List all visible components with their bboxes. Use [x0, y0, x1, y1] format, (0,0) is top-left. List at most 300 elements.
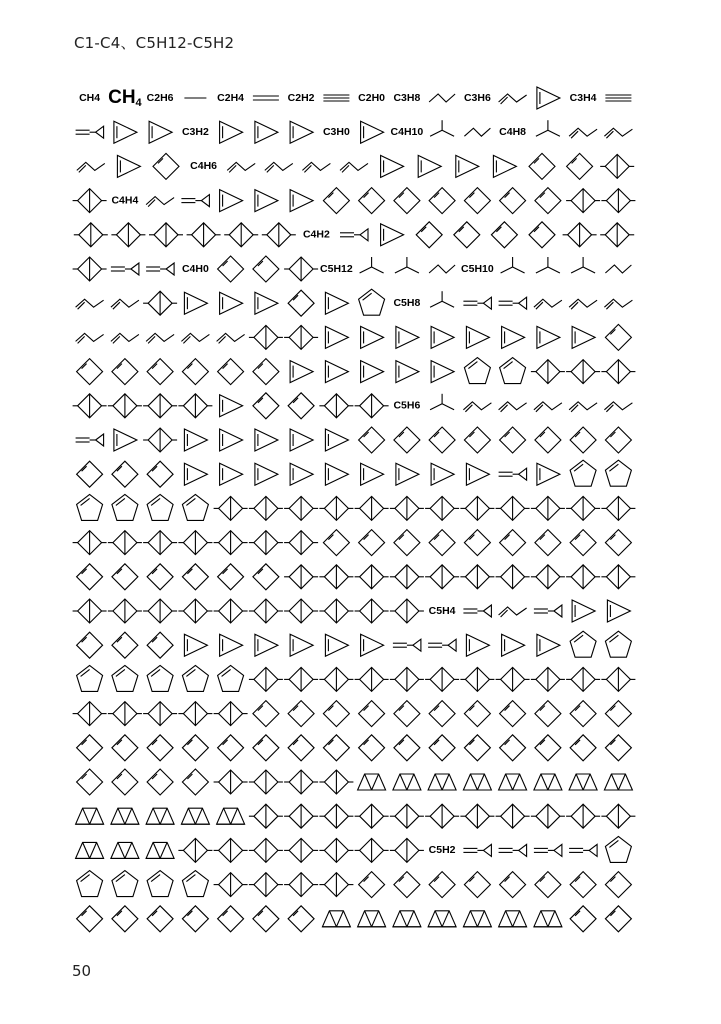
structure-tri [290, 121, 313, 143]
structure-prism [181, 808, 209, 824]
structure-zigd [302, 162, 330, 172]
structure-sq [112, 769, 138, 795]
structure-bicyc [319, 804, 353, 828]
structure-sq [77, 359, 103, 385]
formula-text: C2H0 [358, 91, 386, 104]
structure-sq [77, 906, 103, 932]
structure-bicyc [111, 223, 145, 247]
structure-sq [570, 427, 596, 453]
structure-zigd [604, 402, 632, 412]
structure-bicyc [601, 360, 635, 384]
formula-label [182, 263, 209, 275]
structure-prism [534, 774, 562, 790]
structure-tri [361, 361, 384, 383]
structure-sq [218, 906, 244, 932]
structure-yne [76, 126, 104, 138]
structure-tri [456, 155, 479, 177]
structure-tri [220, 121, 243, 143]
structure-prism [499, 911, 527, 927]
structure-sq [112, 735, 138, 761]
structure-sq [218, 564, 244, 590]
structure-sq [535, 427, 561, 453]
structure-tri [381, 224, 404, 246]
structure-sq [218, 256, 244, 282]
structure-sq [323, 701, 349, 727]
structure-sq [570, 701, 596, 727]
structure-sq [218, 735, 244, 761]
structure-tri [220, 190, 243, 212]
structure-sq [500, 701, 526, 727]
structure-bicyc [143, 428, 177, 452]
formula-text: C3H6 [463, 91, 491, 104]
structure-bicyc [319, 873, 353, 897]
formula-label [358, 92, 385, 104]
structure-bicyc [249, 804, 283, 828]
formula-text: C2H4 [217, 91, 245, 104]
structure-tri [537, 87, 560, 109]
structure-tri [114, 429, 137, 451]
structure-pent [359, 289, 385, 315]
structure-sq [323, 188, 349, 214]
formula-text: C5H12 [320, 262, 353, 275]
structure-prism [146, 808, 174, 824]
structure-bicyc [284, 873, 318, 897]
structure-zigd [76, 333, 104, 343]
structure-zigd [569, 402, 597, 412]
structure-tri [290, 190, 313, 212]
page-number: 50 [72, 962, 92, 980]
structure-tri [502, 326, 525, 348]
structure-sq [429, 427, 455, 453]
structure-tri [607, 600, 630, 622]
structure-pent [112, 494, 138, 520]
structure-bicyc [249, 531, 283, 555]
structure-bicyc [143, 599, 177, 623]
structure-bicyc [390, 496, 424, 520]
structure-bicyc [496, 565, 530, 589]
structure-sq [288, 906, 314, 932]
page-header: C1-C4、C5H12-C5H2 [74, 34, 235, 52]
structure-zigd [146, 197, 174, 207]
structure-bicyc [149, 223, 183, 247]
structure-bicyc [355, 565, 389, 589]
structure-prism [463, 911, 491, 927]
structure-yne [534, 605, 562, 617]
structure-sq [394, 701, 420, 727]
structure-branch [430, 394, 454, 410]
structure-sq [253, 906, 279, 932]
structure-tri [325, 361, 348, 383]
structure-branch [360, 257, 384, 273]
structure-prism [499, 774, 527, 790]
structure-tri [396, 463, 419, 485]
structure-bicyc [249, 770, 283, 794]
structure-sq [182, 769, 208, 795]
structure-prism [358, 774, 386, 790]
structure-tri [572, 600, 595, 622]
formula-text: C4H10 [390, 125, 424, 138]
structure-tri [255, 292, 278, 314]
structure-bicyc [143, 531, 177, 555]
structure-bicyc [566, 667, 600, 691]
structure-yne [499, 844, 527, 856]
structure-pent [182, 871, 208, 897]
formula-label [190, 160, 217, 172]
structure-bicyc [531, 496, 565, 520]
structure-bicyc [566, 189, 600, 213]
formula-label [79, 92, 100, 104]
structure-pent [77, 871, 103, 897]
structure-pent [570, 631, 596, 657]
structure-sq [605, 701, 631, 727]
structure-branch [430, 120, 454, 136]
structure-zigd [534, 299, 562, 309]
structure-zigd [217, 333, 245, 343]
structure-zigd [76, 299, 104, 309]
structure-prism [428, 911, 456, 927]
structure-sq [182, 564, 208, 590]
structure-sq [323, 530, 349, 556]
structure-bicyc [355, 804, 389, 828]
structure-sq [500, 530, 526, 556]
structure-pent [182, 494, 208, 520]
structure-yne [463, 605, 491, 617]
structure-sq [288, 290, 314, 316]
structure-bicyc [214, 770, 248, 794]
structure-bicyc [284, 770, 318, 794]
structure-prism [393, 774, 421, 790]
formula-label [393, 92, 420, 104]
structure-tri [418, 155, 441, 177]
structure-tri [502, 634, 525, 656]
structure-zigd [463, 402, 491, 412]
formula-text: C5H4 [428, 604, 456, 617]
structure-prism [76, 842, 104, 858]
structure-bicyc [390, 599, 424, 623]
structure-pent [147, 871, 173, 897]
structure-branch [536, 257, 560, 273]
structure-zigd [181, 333, 209, 343]
structure-bicyc [355, 599, 389, 623]
structure-bicyc [531, 667, 565, 691]
structure-bicyc [178, 531, 212, 555]
structure-tri [361, 634, 384, 656]
structure-tri [290, 463, 313, 485]
structure-bicyc [178, 394, 212, 418]
structure-bicyc [73, 257, 107, 281]
structure-tri [537, 463, 560, 485]
formula-text: C2H6 [146, 91, 174, 104]
structure-branch [430, 291, 454, 307]
structure-sq [605, 872, 631, 898]
structure-sq [570, 872, 596, 898]
formula-text: C3H8 [393, 91, 421, 104]
structure-prism [111, 842, 139, 858]
structure-sq [147, 461, 173, 487]
structure-yne [340, 229, 368, 241]
structure-bicyc [355, 667, 389, 691]
structure-sq [605, 906, 631, 932]
structure-sq [394, 427, 420, 453]
structure-pent [182, 665, 208, 691]
structure-tri [117, 155, 140, 177]
structure-sq [112, 906, 138, 932]
structure-sq [253, 701, 279, 727]
structure-sq [182, 735, 208, 761]
structure-sq [535, 735, 561, 761]
formula-text: C5H10 [461, 262, 494, 275]
structure-tri [396, 361, 419, 383]
structure-bicyc [214, 496, 248, 520]
structure-tri [255, 121, 278, 143]
structure-tri [255, 190, 278, 212]
structure-zig [464, 128, 490, 136]
structure-bicyc [566, 565, 600, 589]
structure-bicyc [284, 496, 318, 520]
structure-zigd [499, 402, 527, 412]
structure-bicyc [496, 804, 530, 828]
formula-label [464, 92, 491, 104]
formula-text: C3H4 [569, 91, 597, 104]
structure-tri [466, 326, 489, 348]
structure-sq [147, 769, 173, 795]
structure-sq [359, 735, 385, 761]
structure-prism [569, 774, 597, 790]
structure-sq [429, 872, 455, 898]
structure-bicyc [108, 531, 142, 555]
formula-label [429, 844, 456, 856]
structure-sq [147, 632, 173, 658]
structure-zigd [499, 94, 527, 104]
structure-bicyc [531, 804, 565, 828]
structure-bicyc [284, 565, 318, 589]
structure-sq [147, 906, 173, 932]
structure-tri [325, 463, 348, 485]
formula-text: C4H8 [499, 125, 527, 138]
structure-sq [500, 735, 526, 761]
structure-sq [182, 359, 208, 385]
structure-bicyc [108, 599, 142, 623]
formula-label [570, 92, 597, 104]
structure-sq [359, 530, 385, 556]
structure-sq [112, 461, 138, 487]
structure-bicyc [566, 360, 600, 384]
structure-bicyc [496, 496, 530, 520]
structure-bicyc [178, 838, 212, 862]
structure-sq [77, 735, 103, 761]
formula-label [217, 92, 244, 104]
structure-tri [255, 429, 278, 451]
formula-text: C4H2 [302, 228, 330, 241]
structure-sq [464, 188, 490, 214]
structure-bicyc [249, 599, 283, 623]
structure-sq [535, 701, 561, 727]
formula-text: C3H0 [322, 125, 350, 138]
structure-sq [394, 872, 420, 898]
formula-text: C2H2 [287, 91, 315, 104]
structure-dline [253, 96, 279, 100]
structure-prism [604, 774, 632, 790]
structure-sq [218, 359, 244, 385]
structure-bicyc [108, 702, 142, 726]
structure-zigd [499, 607, 527, 617]
structure-bicyc [355, 838, 389, 862]
formula-label [499, 126, 526, 138]
structure-sq [394, 530, 420, 556]
structure-branch [395, 257, 419, 273]
structure-tri [431, 463, 454, 485]
structure-tri [325, 634, 348, 656]
structure-bicyc [249, 325, 283, 349]
structure-bicyc [425, 496, 459, 520]
structure-tri [361, 121, 384, 143]
structure-sq [153, 153, 179, 179]
structure-bicyc [73, 189, 107, 213]
structure-sq [288, 735, 314, 761]
structure-tri [184, 634, 207, 656]
structure-prism [111, 808, 139, 824]
structure-pent [147, 665, 173, 691]
structure-zigd [534, 402, 562, 412]
formula-text: C4H0 [181, 262, 209, 275]
structure-tri [361, 326, 384, 348]
structure-bicyc [390, 838, 424, 862]
structure-pent [77, 665, 103, 691]
structure-tri [220, 634, 243, 656]
structure-sq [535, 530, 561, 556]
structure-bicyc [214, 838, 248, 862]
structure-sq [253, 564, 279, 590]
structure-sq [535, 872, 561, 898]
structure-tri [255, 463, 278, 485]
structure-tri [114, 121, 137, 143]
structure-sq [288, 393, 314, 419]
structure-bicyc [73, 394, 107, 418]
structure-tri [220, 292, 243, 314]
structure-tri [290, 429, 313, 451]
structure-bicyc [284, 257, 318, 281]
structure-pent [570, 460, 596, 486]
structure-bicyc [319, 838, 353, 862]
structure-bicyc [531, 565, 565, 589]
structure-pent [112, 871, 138, 897]
formula-text: $CH_4$ [108, 87, 142, 109]
structure-yne [111, 263, 139, 275]
structure-tri [325, 429, 348, 451]
structure-bicyc [425, 804, 459, 828]
structure-bicyc [73, 599, 107, 623]
structure-sq [429, 530, 455, 556]
structure-bicyc [249, 496, 283, 520]
structure-zigd [604, 128, 632, 138]
structure-bicyc [460, 565, 494, 589]
structure-tline [605, 95, 631, 101]
structure-bicyc [284, 667, 318, 691]
structure-sq [570, 906, 596, 932]
structure-bicyc [143, 291, 177, 315]
structure-tri [220, 463, 243, 485]
structure-sq [112, 632, 138, 658]
structure-tri [220, 429, 243, 451]
structure-bicyc [319, 394, 353, 418]
formula-text: C4H6 [190, 160, 218, 173]
structure-tri [149, 121, 172, 143]
structure-bicyc [601, 565, 635, 589]
structure-tri [325, 292, 348, 314]
structure-tri [537, 326, 560, 348]
structure-tri [431, 361, 454, 383]
structure-bicyc [214, 873, 248, 897]
structure-bicyc [601, 496, 635, 520]
structure-yne [569, 844, 597, 856]
structure-tri [325, 326, 348, 348]
structure-bicyc [460, 667, 494, 691]
structure-tri [493, 155, 516, 177]
structure-sq [491, 222, 517, 248]
formula-label [288, 92, 315, 104]
structure-yne [499, 297, 527, 309]
structure-pent [77, 494, 103, 520]
structure-pent [218, 665, 244, 691]
formula-text: C5H6 [393, 399, 421, 412]
structure-bicyc [73, 531, 107, 555]
structure-bicyc [187, 223, 221, 247]
structure-bicyc [460, 496, 494, 520]
structure-bicyc [284, 838, 318, 862]
structure-sq [464, 872, 490, 898]
structure-bicyc [74, 223, 108, 247]
structure-prism [146, 842, 174, 858]
structure-sq [394, 188, 420, 214]
structure-sq [77, 632, 103, 658]
structure-zig [605, 265, 631, 273]
structure-bicyc [460, 804, 494, 828]
structure-pent [112, 665, 138, 691]
structure-tri [381, 155, 404, 177]
structure-sq [500, 872, 526, 898]
structure-bicyc [284, 599, 318, 623]
structure-prism [322, 911, 350, 927]
structure-sq [500, 188, 526, 214]
structure-bicyc [355, 496, 389, 520]
structure-tri [466, 463, 489, 485]
structure-sq [464, 427, 490, 453]
structure-sq [359, 188, 385, 214]
structure-bicyc [390, 804, 424, 828]
structure-sq [147, 735, 173, 761]
structure-bicyc [143, 394, 177, 418]
formula-label [303, 229, 330, 241]
structure-zigd [569, 299, 597, 309]
structure-bicyc [319, 565, 353, 589]
formula-label [323, 126, 350, 138]
formula-label [461, 263, 494, 275]
structure-bicyc [249, 838, 283, 862]
formula-label [320, 263, 353, 275]
structure-sq [359, 701, 385, 727]
structure-sq [500, 427, 526, 453]
structure-sq [605, 324, 631, 350]
structure-pent [605, 631, 631, 657]
structure-tri [184, 292, 207, 314]
structure-bicyc [262, 223, 296, 247]
structure-tri [255, 634, 278, 656]
structure-bicyc [178, 702, 212, 726]
structure-bicyc [425, 565, 459, 589]
structure-tri [361, 463, 384, 485]
structure-bicyc [284, 531, 318, 555]
structure-yne [428, 639, 456, 651]
